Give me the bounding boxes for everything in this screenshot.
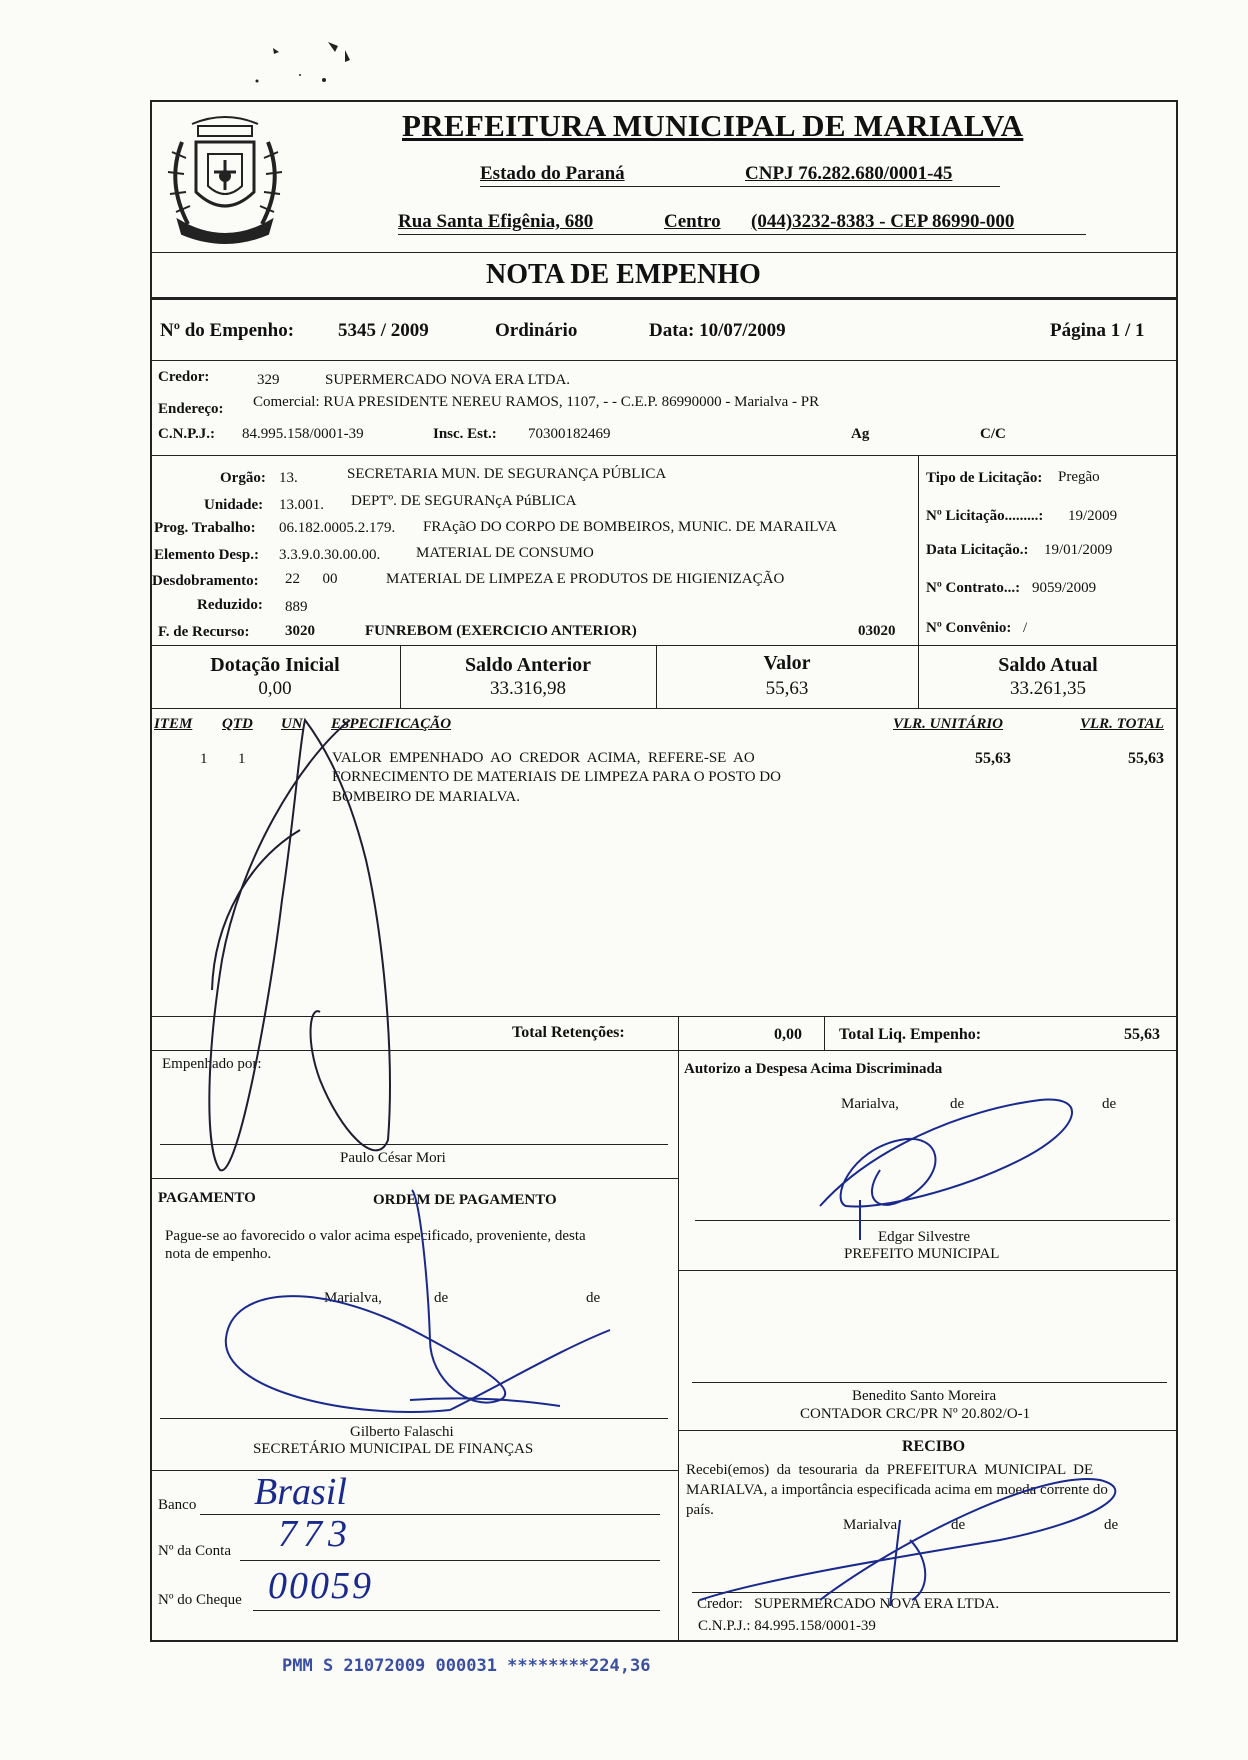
elemento-value: 3.3.9.0.30.00.00. <box>279 547 381 563</box>
fonte-desc: FUNREBOM (EXERCICIO ANTERIOR) <box>365 623 637 639</box>
divider <box>150 297 1178 300</box>
orgao-label: Orgão: <box>220 470 266 486</box>
payment-stamp: PMM S 21072009 000031 ********224,36 <box>282 1656 651 1676</box>
item-spec-line3: BOMBEIRO DE MARIALVA. <box>332 789 520 805</box>
dotacao-inicial-label: Dotação Inicial <box>210 654 340 676</box>
credor-name: SUPERMERCADO NOVA ERA LTDA. <box>325 372 571 388</box>
item-total-value: 55,63 <box>1128 750 1164 767</box>
retencoes-value: 0,00 <box>774 1026 802 1043</box>
elemento-label: Elemento Desp.: <box>154 547 259 563</box>
ag-label: Ag <box>851 426 870 442</box>
contador-signer: Benedito Santo Moreira <box>852 1388 997 1404</box>
item-number: 1 <box>200 751 208 767</box>
num-licitacao-label: Nº Licitação.........: <box>926 508 1044 524</box>
desdobramento-label: Desdobramento: <box>152 573 259 589</box>
divider <box>678 1270 1178 1271</box>
fonte-code: 03020 <box>858 623 896 639</box>
divider <box>150 1470 678 1471</box>
header-address-rule <box>398 234 1086 235</box>
desdobramento-desc: MATERIAL DE LIMPEZA E PRODUTOS DE HIGIENIZAÇÃO <box>386 571 785 587</box>
autorizo-role: PREFEITO MUNICIPAL <box>844 1246 1000 1262</box>
cc-label: C/C <box>980 426 1006 442</box>
empenho-type: Ordinário <box>495 320 578 341</box>
item-spec-line1: VALOR EMPENHADO AO CREDOR ACIMA, REFERE-SE AO <box>332 750 755 766</box>
pagamento-de-1: de <box>434 1290 449 1306</box>
divider <box>150 1016 1178 1017</box>
col-vlr-total: VLR. TOTAL <box>1080 716 1164 732</box>
autorizo-signer: Edgar Silvestre <box>878 1229 971 1245</box>
ordem-pagamento-title: ORDEM DE PAGAMENTO <box>373 1192 557 1208</box>
divider <box>150 1178 678 1179</box>
cheque-label: Nº do Cheque <box>158 1592 242 1608</box>
saldo-atual-label: Saldo Atual <box>998 654 1098 676</box>
cheque-value: 00059 <box>268 1565 373 1607</box>
credor-code: 329 <box>257 372 280 388</box>
recibo-text-line1: Recebi(emos) da tesouraria da PREFEITURA MUNICIPAL DE <box>686 1462 1094 1478</box>
banco-label: Banco <box>158 1497 197 1513</box>
divider <box>824 1016 825 1050</box>
cheque-field-line <box>253 1610 660 1611</box>
recibo-de-1: de <box>951 1517 966 1533</box>
item-unit-value: 55,63 <box>975 750 1011 767</box>
reduzido-label: Reduzido: <box>197 597 263 613</box>
divider <box>678 1430 1178 1431</box>
unidade-desc: DEPTº. DE SEGURANçA PúBLICA <box>351 493 577 509</box>
recibo-credor: Credor: SUPERMERCADO NOVA ERA LTDA. <box>697 1596 1000 1612</box>
empenho-label: Nº do Empenho: <box>160 320 295 341</box>
saldo-anterior-label: Saldo Anterior <box>464 654 592 676</box>
convenio-value: / <box>1023 620 1028 636</box>
convenio-label: Nº Convênio: <box>926 620 1012 636</box>
recibo-de-2: de <box>1104 1517 1119 1533</box>
empenho-number: 5345 / 2009 <box>338 320 429 341</box>
reduzido-value: 889 <box>285 599 308 615</box>
header-title: PREFEITURA MUNICIPAL DE MARIALVA <box>402 108 1024 143</box>
item-spec-line2: FORNECIMENTO DE MATERIAIS DE LIMPEZA PARA O POSTO DO <box>332 769 781 785</box>
banco-field-line <box>200 1514 660 1515</box>
signature-line <box>692 1592 1170 1593</box>
orgao-value: 13. <box>279 470 298 486</box>
municipal-crest <box>152 102 298 257</box>
data-licitacao-label: Data Licitação.: <box>926 542 1029 558</box>
banco-value: Brasil <box>254 1471 347 1513</box>
contrato-label: Nº Contrato...: <box>926 580 1021 596</box>
tipo-licitacao-value: Pregão <box>1058 469 1100 485</box>
pagamento-text-line1: Pague-se ao favorecido o valor acima especificado, proveniente, desta <box>165 1228 586 1244</box>
contador-role: CONTADOR CRC/PR Nº 20.802/O-1 <box>800 1406 1031 1422</box>
pagamento-signer: Gilberto Falaschi <box>350 1424 454 1440</box>
num-licitacao-value: 19/2009 <box>1068 508 1118 524</box>
pagamento-place: Marialva, <box>324 1290 382 1306</box>
empenhado-signer: Paulo César Mori <box>340 1150 446 1166</box>
header-cnpj: CNPJ 76.282.680/0001-45 <box>745 163 953 184</box>
autorizo-title: Autorizo a Despesa Acima Discriminada <box>684 1061 943 1077</box>
signature-line <box>160 1418 668 1419</box>
header-street: Rua Santa Efigênia, 680 <box>398 211 594 232</box>
divider <box>150 645 1178 646</box>
signature-line <box>695 1220 1170 1221</box>
valor-label: Valor <box>763 652 811 674</box>
saldo-atual-value: 33.261,35 <box>1010 678 1086 699</box>
empenho-date: Data: 10/07/2009 <box>649 320 786 341</box>
prog-label: Prog. Trabalho: <box>154 520 256 536</box>
credor-label: Credor: <box>158 369 210 385</box>
page-number: Página 1 / 1 <box>1050 320 1145 341</box>
cnpj-value: 84.995.158/0001-39 <box>242 426 364 442</box>
conta-value: 773 <box>278 1513 353 1555</box>
header-state: Estado do Paraná <box>480 163 625 184</box>
autorizo-de-2: de <box>1102 1096 1117 1112</box>
item-qty: 1 <box>238 751 246 767</box>
saldo-anterior-value: 33.316,98 <box>490 678 566 699</box>
col-un: UN <box>281 716 303 732</box>
col-item: ITEM <box>154 716 193 732</box>
col-qtd: QTD <box>222 716 253 732</box>
divider <box>150 360 1178 361</box>
contrato-value: 9059/2009 <box>1032 580 1097 596</box>
insc-label: Insc. Est.: <box>433 426 497 442</box>
recibo-title: RECIBO <box>902 1438 966 1455</box>
unidade-label: Unidade: <box>204 497 264 513</box>
cnpj-label: C.N.P.J.: <box>158 426 215 442</box>
recibo-place: Marialva, <box>843 1517 901 1533</box>
autorizo-de-1: de <box>950 1096 965 1112</box>
desdobramento-value: 22 00 <box>285 571 338 587</box>
conta-label: Nº da Conta <box>158 1543 231 1559</box>
recibo-text-line2: MARIALVA, a importância especificada acima em moeda corrente do <box>686 1482 1108 1498</box>
pagamento-role: SECRETÁRIO MUNICIPAL DE FINANÇAS <box>253 1441 534 1457</box>
fonte-value: 3020 <box>285 623 315 639</box>
retencoes-label: Total Retenções: <box>512 1024 625 1041</box>
pagamento-text-line2: nota de empenho. <box>165 1246 272 1262</box>
divider <box>150 455 1178 456</box>
divider <box>918 455 919 645</box>
fonte-label: F. de Recurso: <box>158 624 250 640</box>
liq-empenho-label: Total Liq. Empenho: <box>839 1026 982 1043</box>
document-title: NOTA DE EMPENHO <box>486 259 761 290</box>
dotacao-inicial-value: 0,00 <box>258 678 292 699</box>
divider <box>678 1016 679 1642</box>
divider <box>150 708 1178 709</box>
empenhado-por-label: Empenhado por: <box>162 1056 262 1072</box>
header-phone-cep: (044)3232-8383 - CEP 86990-000 <box>751 211 1015 232</box>
prog-desc: FRAçãO DO CORPO DE BOMBEIROS, MUNIC. DE MARAILVA <box>423 519 837 535</box>
recibo-text-line3: país. <box>686 1502 714 1518</box>
divider <box>150 252 1178 253</box>
header-district: Centro <box>664 211 721 232</box>
unidade-value: 13.001. <box>279 497 324 513</box>
liq-empenho-value: 55,63 <box>1124 1026 1160 1043</box>
tipo-licitacao-label: Tipo de Licitação: <box>926 470 1043 486</box>
valor-value: 55,63 <box>765 678 809 699</box>
header-state-rule <box>480 186 1000 187</box>
col-vlr-unitario: VLR. UNITÁRIO <box>893 716 1004 732</box>
divider <box>150 1050 1178 1051</box>
signature-line <box>160 1144 668 1145</box>
pagamento-title: PAGAMENTO <box>158 1190 256 1206</box>
insc-value: 70300182469 <box>528 426 611 442</box>
elemento-desc: MATERIAL DE CONSUMO <box>416 545 594 561</box>
endereco-value: Comercial: RUA PRESIDENTE NEREU RAMOS, 1107, - - C.E.P. 86990000 - Marialva - PR <box>253 394 820 410</box>
col-especificacao: ESPECIFICAÇÃO <box>331 716 452 732</box>
recibo-cnpj: C.N.P.J.: 84.995.158/0001-39 <box>698 1618 876 1634</box>
autorizo-place: Marialva, <box>841 1096 899 1112</box>
data-licitacao-value: 19/01/2009 <box>1044 542 1113 558</box>
orgao-desc: SECRETARIA MUN. DE SEGURANÇA PÚBLICA <box>347 466 667 482</box>
conta-field-line <box>240 1560 660 1561</box>
prog-value: 06.182.0005.2.179. <box>279 520 396 536</box>
signature-line <box>692 1382 1167 1383</box>
endereco-label: Endereço: <box>158 401 224 417</box>
pagamento-de-2: de <box>586 1290 601 1306</box>
